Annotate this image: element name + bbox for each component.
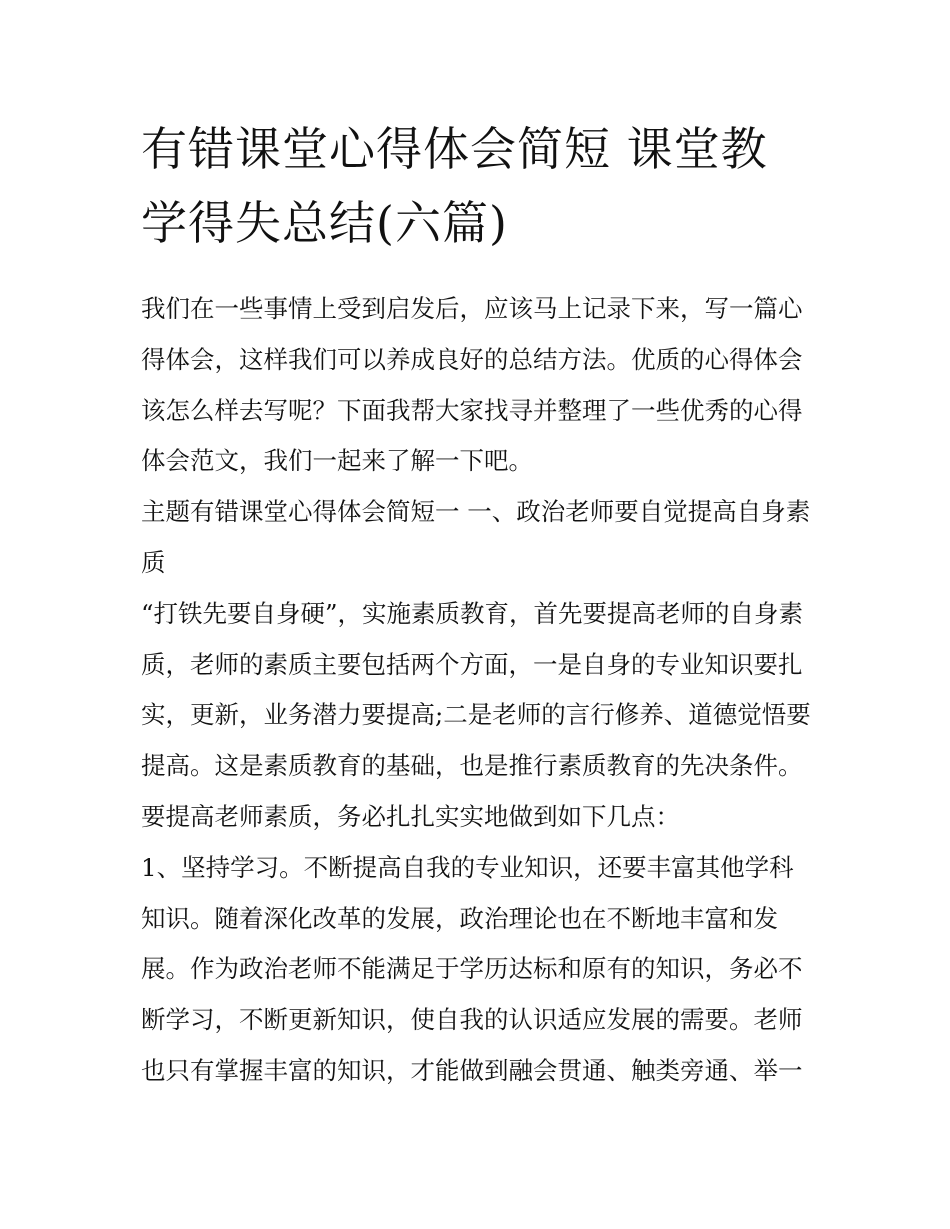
document-body [141, 284, 813, 1097]
paragraph-quality: “打铁先要自身硬”，实施素质教育，首先要提高老师的自身素质，老师的素质主要包括两个方面，一是自身的专业知识要扎实，更新，业务潜力要提高;二是老师的言行修养、道德觉悟要提高。这是素质教育的基础，也是推行素质教育的先决条件。要提高老师素质，务必扎扎实实地做到如下几点： [141, 598, 811, 831]
document-title: 有错课堂心得体会简短 课堂教学得失总结(六篇) [141, 122, 768, 250]
document-page [141, 112, 813, 1097]
paragraph-intro: 我们在一些事情上受到启发后，应该马上记录下来，写一篇心得体会，这样我们可以养成良好的总结方法。优质的心得体会该怎么样去写呢？下面我帮大家找寻并整理了一些优秀的心得体会范文，我们一起来了解一下吧。 [141, 294, 803, 476]
paragraph-section-heading: 主题有错课堂心得体会简短一 一、政治老师要自觉提高自身素质 [141, 497, 811, 577]
paragraph-point-1: 1、坚持学习。不断提高自我的专业知识，还要丰富其他学科知识。随着深化改革的发展，政治理论也在不断地丰富和发展。作为政治老师不能满足于学历达标和原有的知识，务必不断学习，不断更新知识，使自我的认识适应发展的需要。老师也只有掌握丰富的知识，才能做到融会贯通、触类旁通、举一 [141, 852, 803, 1085]
